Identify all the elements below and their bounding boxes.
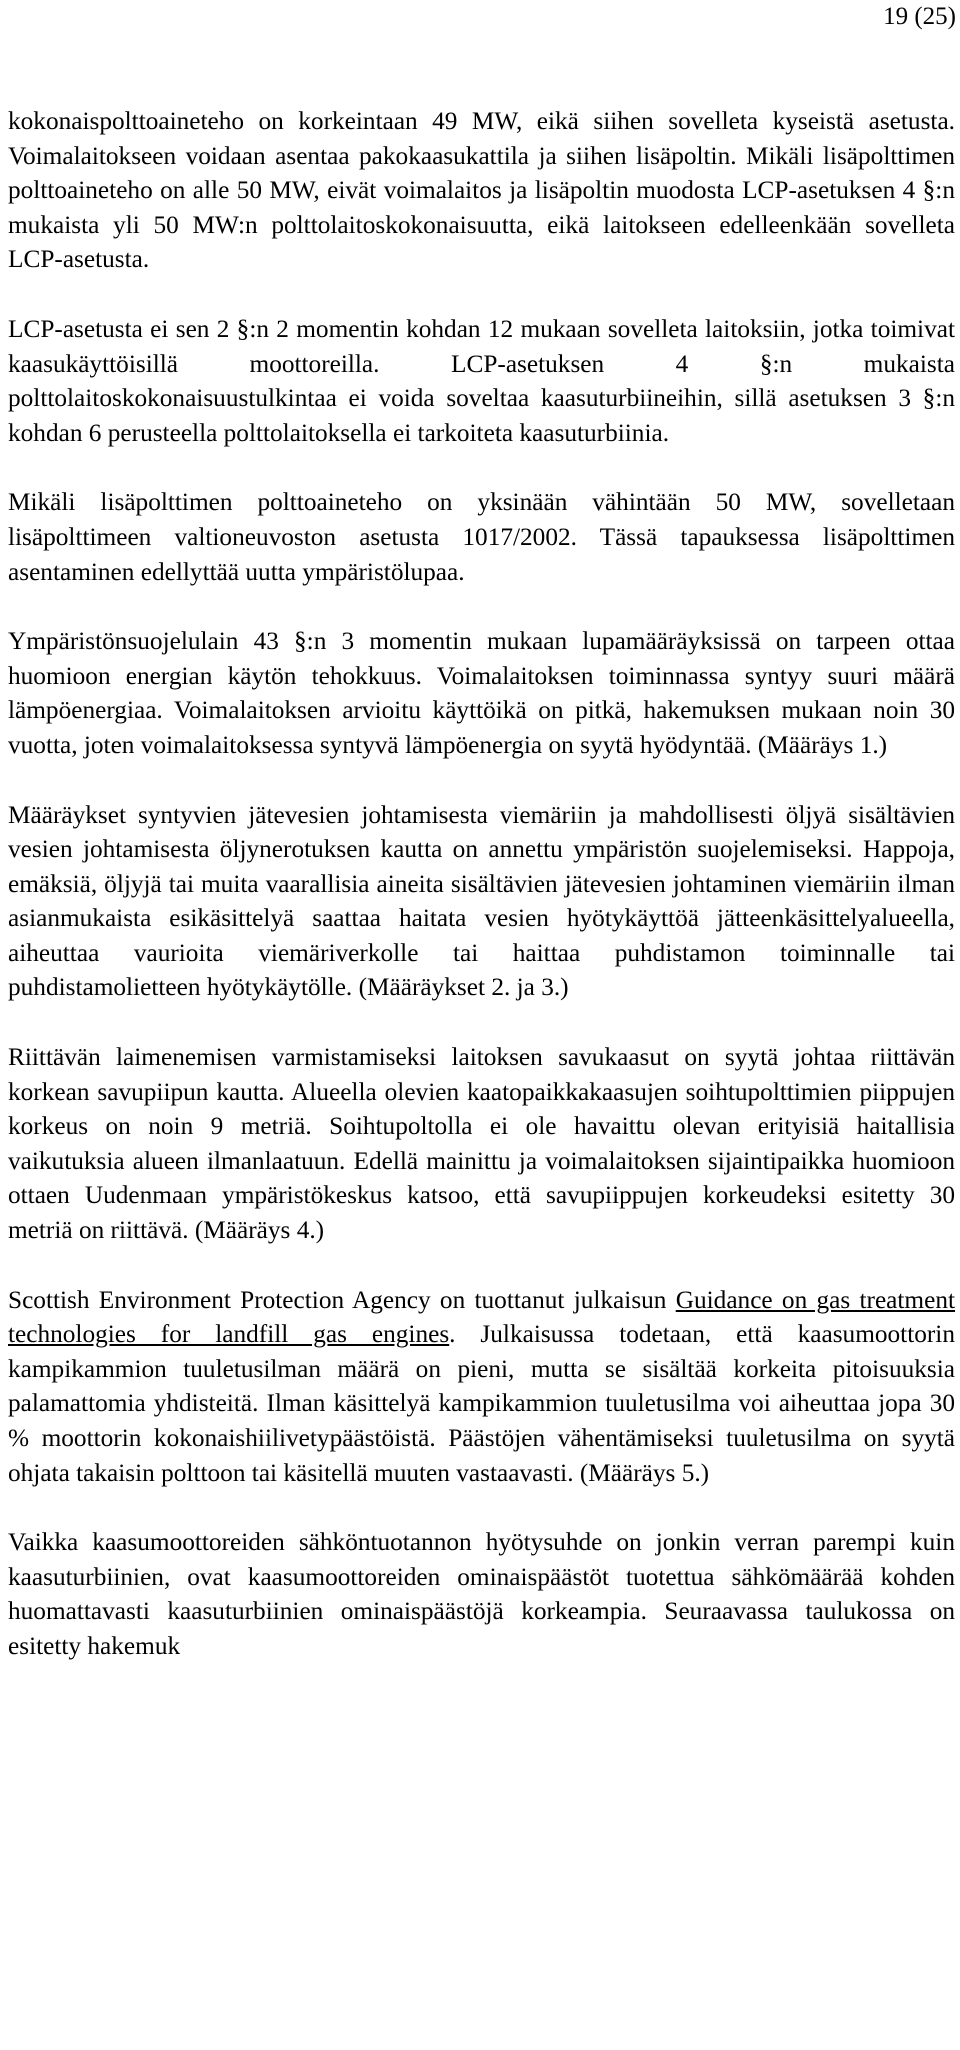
paragraph-stack-height: Riittävän laimenemisen varmistamiseksi laitoksen savukaasut on syytä johtaa riittävän korkean savupiipun kautta. Alueella olevien kaatopaikkakaasujen soihtupolttimien piippujen korkeus on noin 9 metriä. Soihtupoltolla ei ole havaittu olevan erityisiä haitallisia vaikutuksia alueen ilmanlaatuun. Edellä mainittu ja voimalaitoksen sijaintipaikka huomioon ottaen Uudenmaan ympäristökeskus katsoo, että savupiippujen korkeudeksi esitetty 30 metriä on riittävä. (Määräys 4.) — [8, 1043, 955, 1245]
paragraph-emissions-comparison: Vaikka kaasumoottoreiden sähköntuotannon hyötysuhde on jonkin verran parempi kuin kaasuturbiinien, ovat kaasumoottoreiden ominaispäästöt tuotettua sähkömäärää kohden huomattavasti kaasuturbiinien ominaispäästöjä korkeampia. Seuraavassa taulukossa on esitetty hakemuk — [8, 1528, 955, 1660]
sepa-text-after: . Julkaisussa todetaan, että kaasumoottorin kampikammion tuuletusilman määrä on pieni, mutta se sisältää korkeita pitoisuuksia palamattomia yhdisteitä. Ilman käsittelyä kampikammion tuuletusilma voi aiheuttaa jopa 30 % moottorin kokonaishiilivetypäästöistä. Päästöjen vähentämiseksi tuuletusilma on syytä ohjata takaisin polttoon tai käsitellä muuten vastaavasti. (Määräys 5.) — [8, 1320, 955, 1487]
paragraph-gas-engines: LCP-asetusta ei sen 2 §:n 2 momentin kohdan 12 mukaan sovelleta laitoksiin, jotka toimivat kaasukäyttöisillä moottoreilla. LCP-asetuksen 4 §:n mukaista polttolaitoskokonaisuustulkintaa ei voida soveltaa kaasuturbiineihin, sillä asetuksen 3 §:n kohdan 6 perusteella polttolaitoksella ei tarkoiteta kaasuturbiinia. — [8, 314, 955, 447]
sepa-text-before: Scottish Environment Protection Agency on tuottanut julkaisun — [8, 1285, 676, 1314]
document-body — [8, 104, 955, 1664]
page-number: 19 (25) — [883, 3, 956, 30]
paragraph-auxiliary-burner: Mikäli lisäpolttimen polttoaineteho on yksinään vähintään 50 MW, sovelletaan lisäpolttimeen valtioneuvoston asetusta 1017/2002. Tässä tapauksessa lisäpolttimen asentaminen edellyttää uutta ympäristölupaa. — [8, 488, 955, 586]
guidance-title-link[interactable]: Guidance on gas treatment technologies for landfill gas engines — [8, 1285, 956, 1349]
paragraph-wastewater: Määräykset syntyvien jätevesien johtamisesta viemäriin ja mahdollisesti öljyä sisältävien vesien johtamisesta öljynerotuksen kautta on annettu ympäristön suojelemiseksi. Happoja, emäksiä, öljyjä tai muita vaarallisia aineita sisältävien jätevesien johtaminen viemäriin ilman asianmukaista esikäsittelyä saattaa haitata vesien hyötykäyttöä jätteenkäsittelyalueella, aiheuttaa vaurioita viemäriverkolle tai haittaa puhdistamon toiminnalle tai puhdistamolietteen hyötykäytölle. (Määräykset 2. ja 3.) — [8, 800, 955, 1002]
paragraph-lcp-applicability: kokonaispolttoaineteho on korkeintaan 49 MW, eikä siihen sovelleta kyseistä asetusta. Voimalaitokseen voidaan asentaa pakokaasukattila ja siihen lisäpoltin. Mikäli lisäpolttimen polttoaineteho on alle 50 MW, eivät voimalaitos ja lisäpoltin muodosta LCP-asetuksen 4 §:n mukaista yli 50 MW:n polttolaitoskokonaisuutta, eikä laitokseen edelleenkään sovelleta LCP-asetusta. — [8, 107, 955, 274]
paragraph-sepa-guidance — [8, 1283, 955, 1491]
paragraph-energy-efficiency: Ympäristönsuojelulain 43 §:n 3 momentin mukaan lupamääräyksissä on tarpeen ottaa huomioon energian käytön tehokkuus. Voimalaitoksen toiminnassa syntyy suuri määrä lämpöenergiaa. Voimalaitoksen arvioitu käyttöikä on pitkä, hakemuksen mukaan noin 30 vuotta, joten voimalaitoksessa syntyvä lämpöenergia on syytä hyödyntää. (Määräys 1.) — [8, 627, 955, 759]
